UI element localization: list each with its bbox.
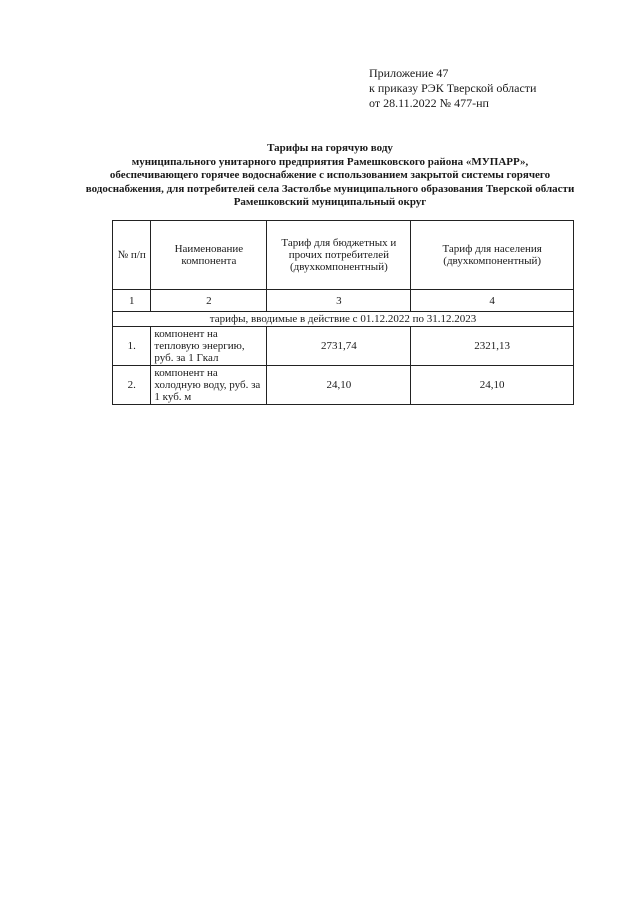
row-name: компонент на холодную воду, руб. за 1 куб. м xyxy=(151,366,267,405)
tariff-table xyxy=(112,220,574,405)
column-number: 1 xyxy=(113,290,151,312)
header-population: Тариф для населения (двухкомпонентный) xyxy=(411,221,574,290)
table-row xyxy=(113,327,574,366)
row-budget: 2731,74 xyxy=(267,327,411,366)
table-row xyxy=(113,366,574,405)
row-name: компонент на тепловую энергию, руб. за 1 Гкал xyxy=(151,327,267,366)
document-title xyxy=(60,142,600,210)
column-number: 2 xyxy=(151,290,267,312)
title-line-1: Тарифы на горячую воду xyxy=(267,142,393,154)
header-budget: Тариф для бюджетных и прочих потребителей (двухкомпонентный) xyxy=(267,221,411,290)
appendix-header xyxy=(369,66,536,111)
header-num: № п/п xyxy=(113,221,151,290)
column-number-row xyxy=(113,290,574,312)
row-population: 24,10 xyxy=(411,366,574,405)
period-row xyxy=(113,312,574,327)
title-line-5: Рамешковский муниципальный округ xyxy=(233,196,427,208)
table-header-row xyxy=(113,221,574,290)
title-line-4: водоснабжения, для потребителей села Застолбье муниципального образования Тверской области xyxy=(85,182,575,195)
column-number: 3 xyxy=(267,290,411,312)
appendix-line-1: Приложение 47 xyxy=(369,66,449,80)
row-num: 1. xyxy=(113,327,151,366)
period-label: тарифы, вводимые в действие с 01.12.2022 по 31.12.2023 xyxy=(113,312,574,327)
appendix-line-2: к приказу РЭК Тверской области xyxy=(369,81,537,95)
row-num: 2. xyxy=(113,366,151,405)
title-line-3: обеспечивающего горячее водоснабжение с использованием закрытой системы горячего xyxy=(109,169,551,181)
title-line-2: муниципального унитарного предприятия Рамешковского района «МУПАРР», xyxy=(131,155,529,168)
column-number: 4 xyxy=(411,290,574,312)
row-budget: 24,10 xyxy=(267,366,411,405)
row-population: 2321,13 xyxy=(411,327,574,366)
appendix-line-3: от 28.11.2022 № 477-нп xyxy=(369,96,489,110)
header-name: Наименование компонента xyxy=(151,221,267,290)
